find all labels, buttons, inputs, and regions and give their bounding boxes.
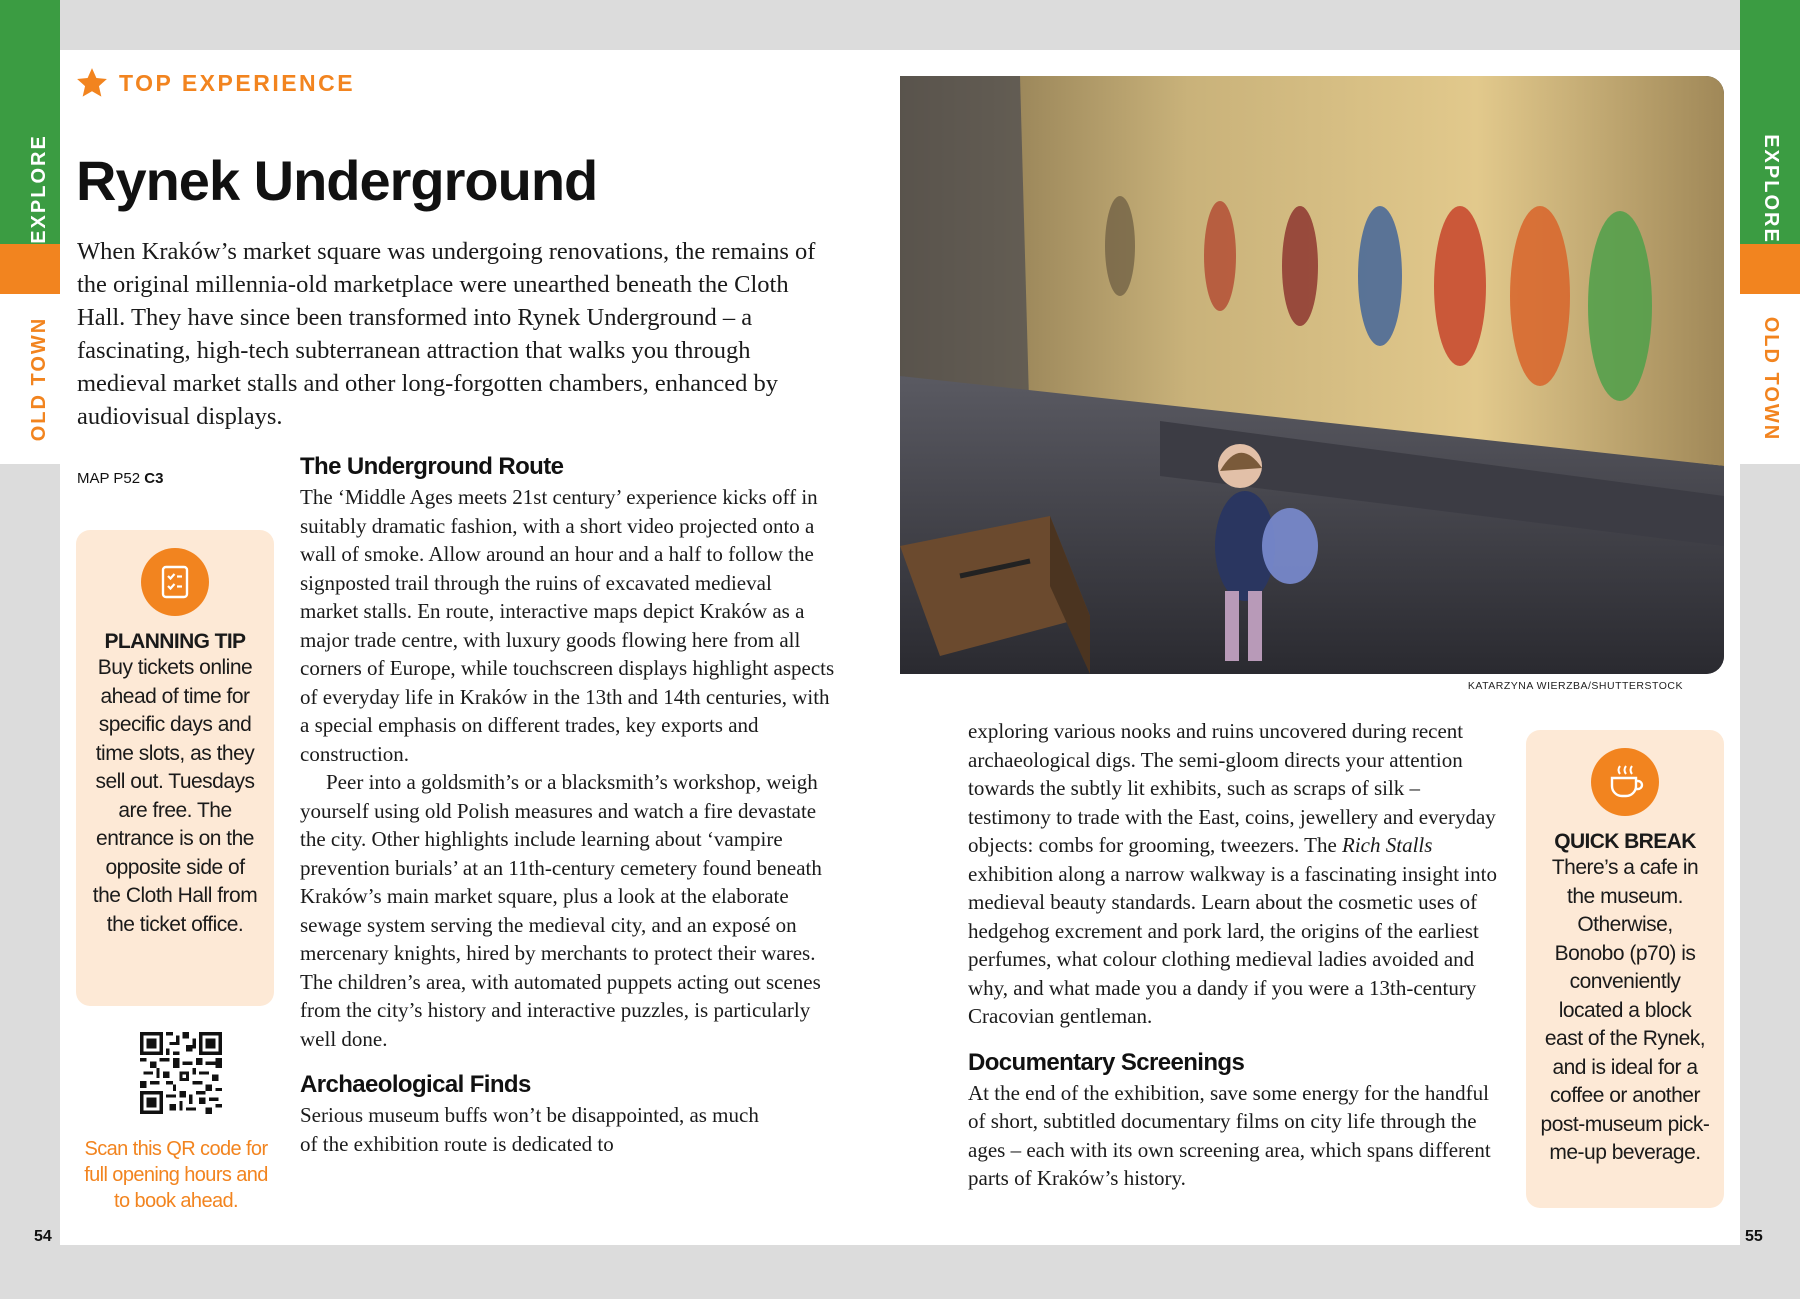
star-icon xyxy=(75,66,109,100)
page-title: Rynek Underground xyxy=(76,149,598,212)
side-tab-section-label-right: EXPLORE xyxy=(1760,134,1782,244)
documentary-screenings-paragraph: At the end of the exhibition, save some energy for the handful of short, subtitled documentary films on city life through the ages – each with its own screening area, which spans different parts of Kraków’s history. xyxy=(968,1080,1491,1190)
archaeological-finds-continued-a: exploring various nooks and ruins uncovered during recent archaeological digs. The semi-gloom directs your attention towards the subtly lit exhibits, such as scraps of silk – testimony to trade with the East, coins, jewellery and everyday objects: combs for grooming, tweezers. The xyxy=(968,719,1496,857)
checklist-icon xyxy=(157,564,193,600)
subhead-documentary-screenings: Documentary Screenings xyxy=(968,1048,1245,1076)
coffee-cup-icon xyxy=(1605,762,1645,802)
page-number-left: 54 xyxy=(34,1228,52,1245)
planning-tip-text: Buy tickets online ahead of time for specific days and time slots, as they sell out. Tuesdays are free. The entrance is on the opposite side of the Cloth Hall from the ticket office. xyxy=(92,656,258,936)
map-reference xyxy=(77,470,163,487)
qr-code-icon[interactable] xyxy=(140,1032,222,1114)
column-underground-route xyxy=(300,452,835,1158)
archaeological-finds-continued-b: exhibition along a narrow walkway is a fascinating insight into medieval beauty standards. Learn about the cosmetic uses of hedgehog excrement and pork lard, the origins of the earliest perfumes, what colour clothing medieval ladies avoided and why, and what made you a dandy if you were a 13th-century Cracovian gentleman. xyxy=(968,861,1497,1028)
exhibit-photo xyxy=(900,76,1724,674)
page-number-right: 55 xyxy=(1745,1228,1763,1245)
quick-break-icon-circle xyxy=(1591,748,1659,816)
side-tab-area-label-right: OLD TOWN xyxy=(1760,316,1782,442)
subhead-underground-route: The Underground Route xyxy=(300,453,564,480)
side-tab-area-right xyxy=(1740,244,1800,294)
archaeological-finds-paragraph-continued xyxy=(968,717,1508,1031)
intro-paragraph: When Kraków’s market square was undergoing renovations, the remains of the original millennia-old marketplace were unearthed beneath the Cloth Hall. They have since been transformed into Rynek Underground – a fascinating, high-tech subterranean attraction that walks you through medieval market stalls and other long-forgotten chambers, enhanced by audiovisual displays. xyxy=(77,238,816,430)
planning-tip-box xyxy=(76,530,274,1006)
qr-caption: Scan this QR code for full opening hours and to book ahead. xyxy=(84,1138,268,1212)
planning-tip-icon-circle xyxy=(141,548,209,616)
archaeological-finds-paragraph-start: Serious museum buffs won’t be disappointed, as much of the exhibition route is dedicated to xyxy=(300,1103,759,1156)
side-tab-section-label-left: EXPLORE xyxy=(28,134,50,244)
quick-break-box xyxy=(1526,730,1724,1208)
planning-tip-title: PLANNING TIP xyxy=(104,630,246,653)
quick-break-text: There’s a cafe in the museum. Otherwise, Bonobo (p70) is conveniently located a block east of the Rynek, and is ideal for a coffee or another post-museum pick-me-up beverage. xyxy=(1540,856,1710,1164)
rich-stalls-title: Rich Stalls xyxy=(1342,833,1433,857)
quick-break-title: QUICK BREAK xyxy=(1554,830,1696,853)
subhead-archaeological-finds: Archaeological Finds xyxy=(300,1071,531,1098)
column-right-continuation xyxy=(968,717,1508,1193)
map-reference-grid: C3 xyxy=(144,470,164,487)
underground-route-paragraph-1: The ‘Middle Ages meets 21st century’ experience kicks off in suitably dramatic fashion, with a short video projected onto a wall of smoke. Allow around an hour and a half to follow the signposted trail through the ruins of excavated medieval market stalls. En route, interactive maps depict Kraków as a major trade centre, with luxury goods flowing here from all corners of Europe, while touchscreen displays highlight aspects of everyday life in Kraków in the 13th and 14th centuries, with a special emphasis on different trades, key exports and construction. xyxy=(300,485,835,766)
side-tab-area-left xyxy=(0,244,60,294)
map-reference-prefix: MAP P52 xyxy=(77,470,141,487)
photo-credit: KATARZYNA WIERZBA/SHUTTERSTOCK xyxy=(1467,680,1683,692)
kicker-label: TOP EXPERIENCE xyxy=(119,69,356,96)
top-experience-kicker xyxy=(75,66,355,100)
exhibit-photo-image xyxy=(900,76,1724,674)
side-tab-area-label-left: OLD TOWN xyxy=(28,316,50,442)
underground-route-paragraph-2: Peer into a goldsmith’s or a blacksmith’s workshop, weigh yourself using old Polish measures and watch a fire devastate the city. Other highlights include learning about ‘vampire prevention burials’ at an 11th-century cemetery found beneath Kraków’s main market square, plus a look at the elaborate sewage system serving the medieval city, and an exposé on mercenary knights, hired by merchants to protect their wares. The children’s area, with automated puppets acting out scenes from the city’s history and interactive puzzles, is particularly well done. xyxy=(300,770,822,1051)
